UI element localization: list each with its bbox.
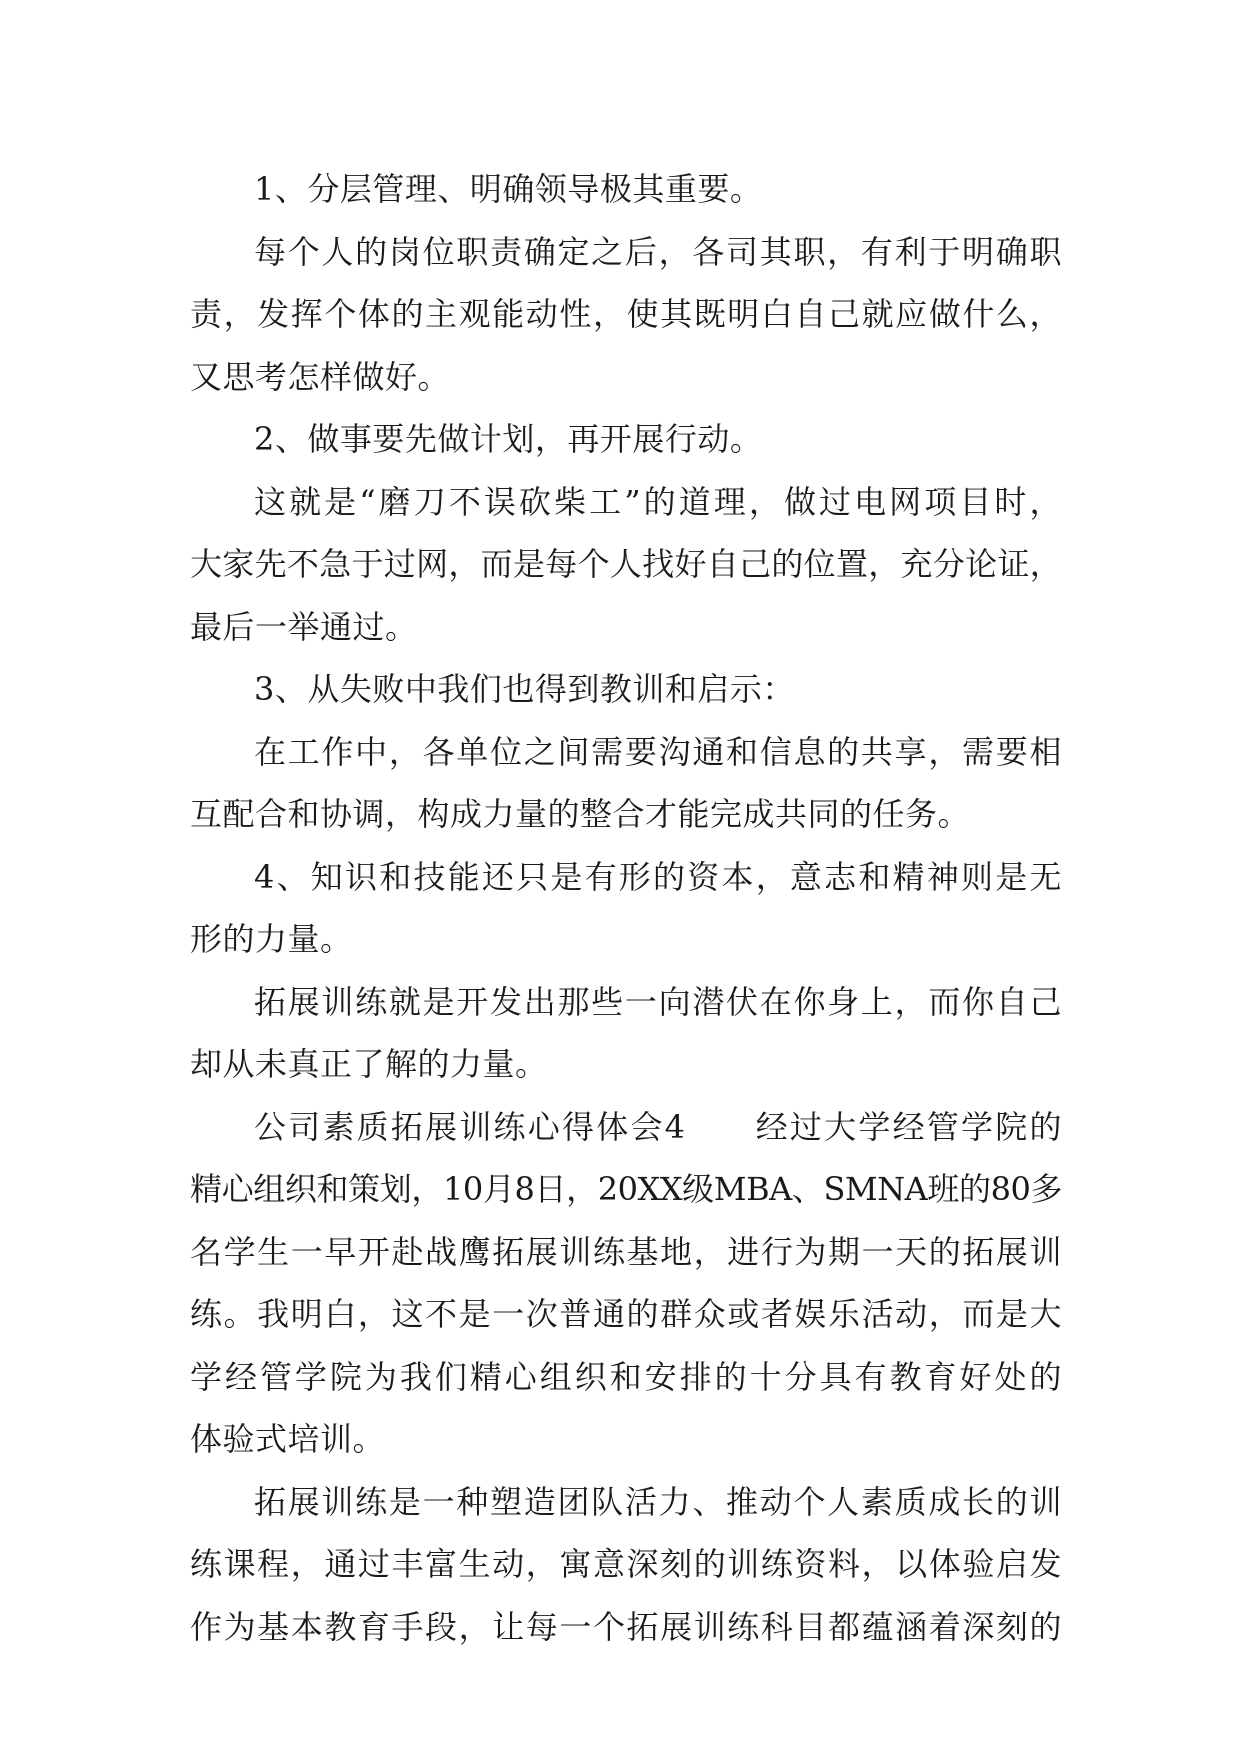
text-line: 练课程，通过丰富生动，寓意深刻的训练资料，以体验启发	[190, 1545, 1062, 1583]
text-line: 又思考怎样做好。	[190, 357, 451, 396]
text-line: 名学生一早开赴战鹰拓展训练基地，进行为期一天的拓展训	[190, 1232, 1062, 1271]
text-line: 拓展训练是一种塑造团队活力、推动个人素质成长的训	[254, 1482, 1062, 1521]
text-line: 每个人的岗位职责确定之后，各司其职，有利于明确职	[254, 232, 1062, 271]
text-line: 却从未真正了解的力量。	[190, 1045, 548, 1083]
text-line: 公司素质拓展训练心得体会4 经过大学经管学院的	[254, 1107, 1062, 1146]
text-line: 这就是“磨刀不误砍柴工”的道理，做过电网项目时，	[254, 482, 1062, 521]
text-line: 责，发挥个体的主观能动性，使其既明白自己就应做什么，	[190, 295, 1062, 333]
text-line: 作为基本教育手段，让每一个拓展训练科目都蕴涵着深刻的	[190, 1607, 1062, 1646]
text-line: 互配合和协调，构成力量的整合才能完成共同的任务。	[190, 795, 971, 833]
text-line: 形的力量。	[190, 920, 353, 958]
text-line: 4、知识和技能还只是有形的资本，意志和精神则是无	[254, 857, 1062, 896]
text-line: 在工作中，各单位之间需要沟通和信息的共享，需要相	[254, 732, 1062, 771]
text-line: 精心组织和策划，10月8日，20XX级MBA、SMNA班的80多	[190, 1170, 1062, 1208]
text-line: 3、从失败中我们也得到教训和启示：	[254, 670, 795, 708]
text-line: 体验式培训。	[190, 1420, 386, 1458]
document-body	[190, 158, 1062, 1658]
text-line: 大家先不急于过网，而是每个人找好自己的位置，充分论证，	[190, 545, 1062, 583]
text-line: 学经管学院为我们精心组织和安排的十分具有教育好处的	[190, 1357, 1062, 1396]
text-line: 2、做事要先做计划，再开展行动。	[254, 420, 763, 458]
text-line: 1、分层管理、明确领导极其重要。	[254, 170, 763, 208]
text-line: 练。我明白，这不是一次普通的群众或者娱乐活动，而是大	[190, 1295, 1062, 1333]
text-line: 拓展训练就是开发出那些一向潜伏在你身上，而你自己	[254, 982, 1062, 1021]
text-line: 最后一举通过。	[190, 607, 418, 646]
